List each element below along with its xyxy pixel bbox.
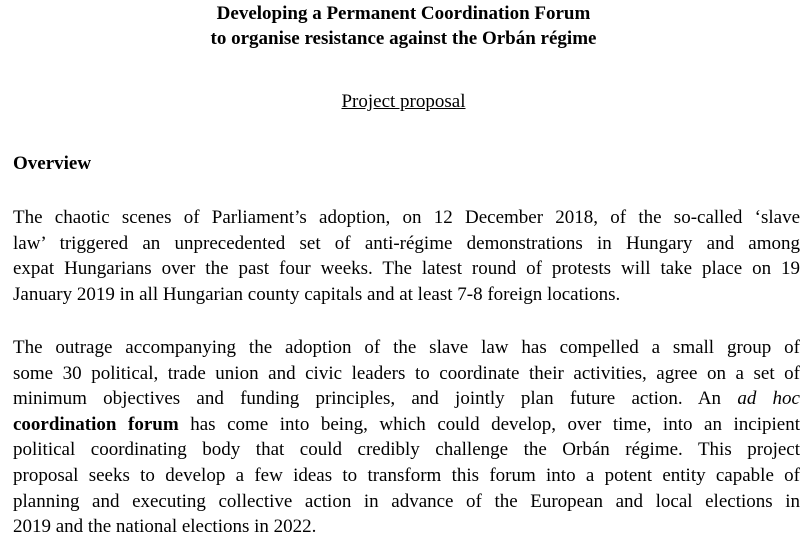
coordination-forum-bold: coordination forum <box>13 413 179 435</box>
subtitle-text: Project proposal <box>341 91 466 112</box>
paragraph-2-line <box>13 386 800 412</box>
paragraph-1-line: The chaotic scenes of Parliament’s adoption, on 12 December 2018, of the so-called ‘slave <box>13 207 800 228</box>
paragraph-2-line: The outrage accompanying the adoption of the slave law has compelled a small group of <box>13 337 800 358</box>
document-title-line-1: Developing a Permanent Coordination Forum <box>216 3 591 24</box>
paragraph-2-line4-text: has come into being, which could develop, over time, into an incipient <box>190 413 800 435</box>
ad-hoc-italic: ad hoc <box>737 388 800 410</box>
paragraph-2-line: 2019 and the national elections in 2022. <box>13 516 317 538</box>
paragraph-1 <box>13 205 800 307</box>
paragraph-2-line: planning and executing collective action in advance of the European and local elections in <box>13 490 800 512</box>
paragraph-1-line: expat Hungarians over the past four weeks. The latest round of protests will take place on 19 <box>13 258 800 280</box>
document-subtitle <box>0 90 807 114</box>
section-heading-overview: Overview <box>13 153 92 174</box>
paragraph-2 <box>13 335 800 540</box>
paragraph-2-line: some 30 political, trade union and civic leaders to coordinate their activities, agree on a set of <box>13 362 800 384</box>
paragraph-2-line <box>13 412 800 438</box>
paragraph-2-line: political coordinating body that could credibly challenge the Orbán régime. This project <box>13 439 800 461</box>
paragraph-1-line: January 2019 in all Hungarian county capitals and at least 7-8 foreign locations. <box>13 283 621 305</box>
document-title-line-2: to organise resistance against the Orbán régime <box>210 28 597 49</box>
paragraph-1-line: law’ triggered an unprecedented set of anti-régime demonstrations in Hungary and among <box>13 232 800 254</box>
paragraph-2-line3-text: minimum objectives and funding principles, and jointly plan future action. An <box>13 388 722 410</box>
paragraph-2-line: proposal seeks to develop a few ideas to transform this forum into a potent entity capable of <box>13 464 800 486</box>
